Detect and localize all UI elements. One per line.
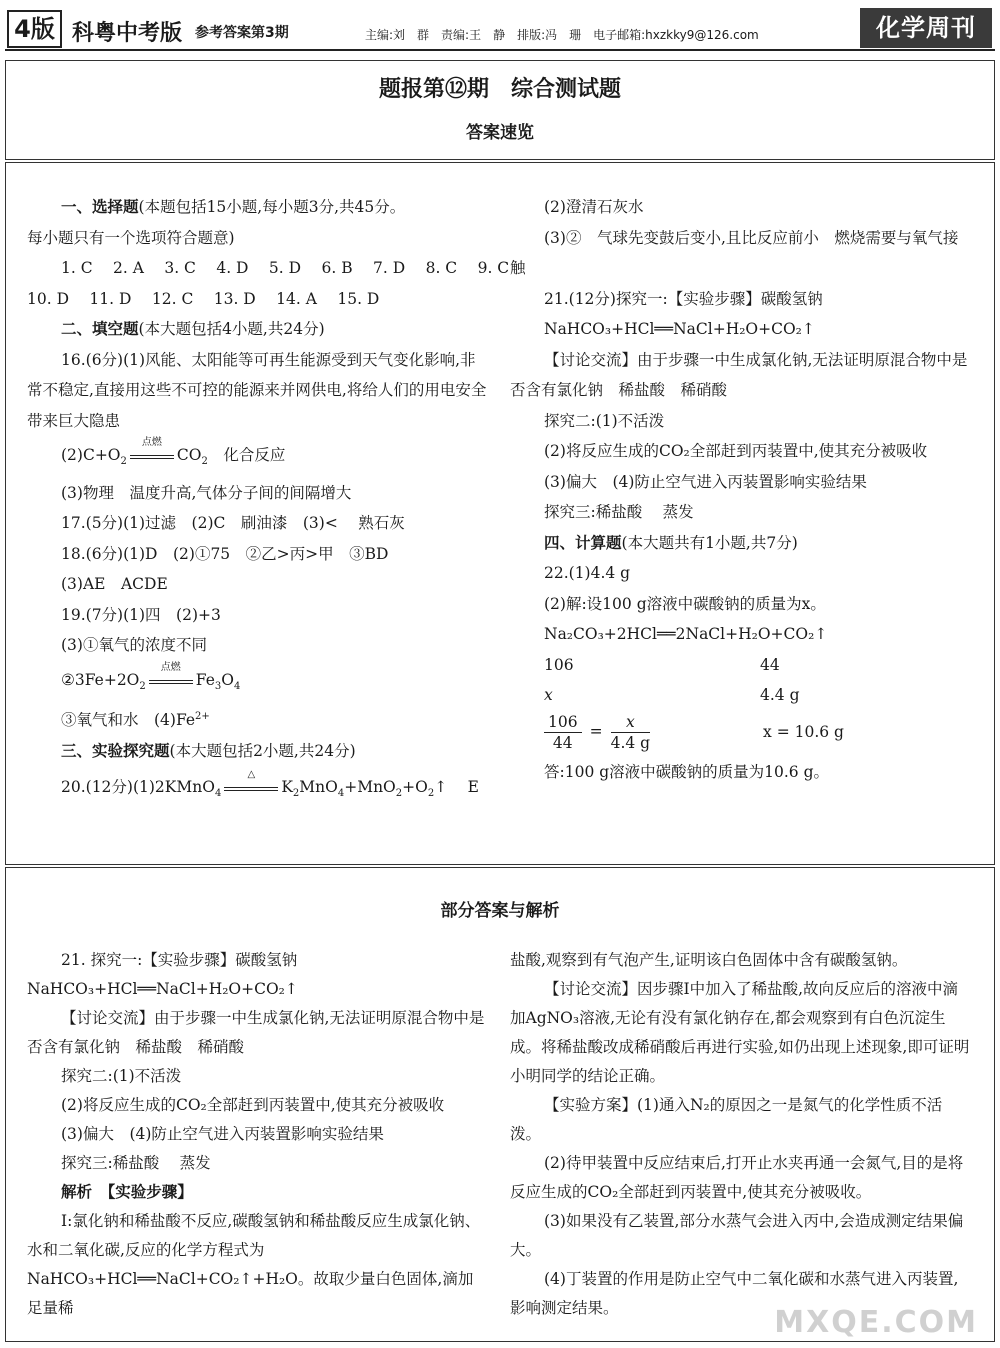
calc-row	[510, 650, 970, 680]
answer-22-equation: Na₂CO₃+2HCl══2NaCl+H₂O+CO₂↑	[544, 625, 828, 643]
calc-value: 44	[760, 655, 780, 674]
page-subtitle: 答案速览	[466, 123, 534, 143]
answer-21-e2-2: (2)将反应生成的CO₂全部赶到丙装置中,使其充分被吸收	[544, 442, 928, 460]
answer-19: 19.(7分)(1)四 (2)+3	[61, 605, 221, 624]
watermark: MXQE.COM	[774, 1305, 978, 1340]
edition-badge: 4版	[7, 10, 62, 48]
answer-16-2: $(2)C+O_2$ 点燃 $CO_2$ 化合反应	[61, 437, 286, 468]
analysis-right-column	[510, 946, 970, 1323]
answer-22-conclusion: 答:100 g溶液中碳酸钠的质量为10.6 g。	[544, 762, 830, 781]
answer-22-2: (2)解:设100 g溶液中碳酸钠的质量为x。	[544, 594, 826, 613]
page-header	[0, 0, 1000, 50]
answer-21-e3: 探究三:稀盐酸 蒸发	[544, 503, 694, 521]
answer-17: 17.(5分)(1)过滤 (2)C 刷油漆 (3)< 熟石灰	[61, 514, 405, 533]
answer-20-2: (2)澄清石灰水	[544, 198, 644, 216]
analysis-heading: 解析 【实验步骤】	[61, 1183, 193, 1201]
answer-21-discussion: 【讨论交流】由于步骤一中生成氯化钠,无法证明原混合物中是否含有氯化钠 稀盐酸 稀硝酸	[510, 350, 968, 399]
answer-18: 18.(6分)(1)D (2)①75 ②乙>丙>甲 ③BD	[61, 544, 389, 563]
section-heading: 二、填空题(本大题包括4小题,共24分)	[61, 320, 325, 338]
analysis-paragraph: (3)如果没有乙装置,部分水蒸气会进入丙中,会造成测定结果偏大。	[510, 1212, 964, 1259]
analysis-paragraph: Ⅰ:氯化钠和稀盐酸不反应,碳酸氢钠和稀盐酸反应生成氯化钠、水和二氧化碳,反应的化学方程式为NaHCO₃+HCl══NaCl+CO₂↑+H₂O。故取少量白色固体,滴加足量稀	[27, 1212, 481, 1317]
issue-label: 参考答案第3期	[195, 25, 289, 41]
analysis-equation: NaHCO₃+HCl══NaCl+H₂O+CO₂↑	[27, 980, 298, 998]
section-heading: 三、实验探究题(本大题包括2小题,共24分)	[61, 741, 356, 760]
credits: 主编:刘 群 责编:王 静 排版:冯 珊 电子邮箱:hxzkky9@126.com	[365, 28, 759, 42]
calc-row	[510, 680, 970, 710]
analysis-paragraph: 【实验方案】(1)通入N₂的原因之一是氮气的化学性质不活泼。	[510, 1096, 943, 1143]
analysis-discussion: 【讨论交流】由于步骤一中生成氯化钠,无法证明原混合物中是否含有氯化钠 稀盐酸 稀硝酸	[27, 1009, 485, 1056]
answer-16: 16.(6分)(1)风能、太阳能等可再生能源受到天气变化影响,非常不稳定,直接用这些不可控的能源来并网供电,将给人们的用电安全带来巨大隐患	[27, 350, 487, 430]
answer-19-4: ③氧气和水 $(4)Fe^{2+}$	[61, 711, 210, 730]
analysis-left-column	[27, 946, 485, 1323]
calc-value: 106	[544, 655, 574, 674]
answers-right-column	[510, 192, 970, 787]
answer-16-3: (3)物理 温度升高,气体分子间的间隔增大	[61, 483, 352, 502]
mc-answers: 1. C 2. A 3. C 4. D 5. D 6. B 7. D 8. C 9. C	[61, 259, 510, 277]
answers-left-column	[27, 192, 510, 810]
analysis-paragraph: (2)待甲装置中反应结束后,打开止水夹再通一会氮气,目的是将反应生成的CO₂全部赶到丙装置中,使其充分被吸收。	[510, 1154, 964, 1201]
section-note: 每小题只有一个选项符合题意)	[27, 228, 235, 247]
analysis-paragraph: 盐酸,观察到有气泡产生,证明该白色固体中含有碳酸氢钠。	[510, 951, 908, 969]
answer-20: 20.(12分)(1)2KMnO$_4$ △ $K_2MnO_4+MnO_2+O_2↑$ E	[61, 769, 479, 800]
answer-21-equation: NaHCO₃+HCl══NaCl+H₂O+CO₂↑	[544, 320, 815, 338]
mc-answers: 10. D 11. D 12. C 13. D 14. A 15. D	[27, 289, 380, 308]
answer-21-e2: 探究二:(1)不活泼	[544, 411, 665, 430]
answer-18-3: (3)AE ACDE	[61, 575, 168, 594]
header-rule	[5, 49, 995, 51]
analysis-line: 探究三:稀盐酸 蒸发	[61, 1154, 211, 1172]
answer-22-1: 22.(1)4.4 g	[544, 564, 631, 582]
calc-value: x	[544, 685, 553, 704]
answer-20-3: (3)② 气球先变鼓后变小,且比反应前小 燃烧需要与氧气接触	[510, 228, 959, 277]
masthead: 化学周刊	[860, 8, 992, 48]
section-title: 部分答案与解析	[440, 901, 560, 921]
answer-21-e2-3: (3)偏大 (4)防止空气进入丙装置影响实验结果	[544, 472, 867, 491]
paper-name: 科粤中考版	[72, 21, 183, 46]
answer-21: 21.(12分)探究一:【实验步骤】碳酸氢钠	[544, 289, 823, 308]
answer-19-3: (3)①氧气的浓度不同	[61, 636, 207, 655]
analysis-line: (3)偏大 (4)防止空气进入丙装置影响实验结果	[61, 1125, 384, 1143]
analysis-paragraph: 【讨论交流】因步骤Ⅰ中加入了稀盐酸,故向反应后的溶液中滴加AgNO₃溶液,无论有没有氯化钠存在,都会观察到有白色沉淀生成。将稀盐酸改成稀硝酸后再进行实验,如仍出现上述现象,即可证明小明同学的结论正确。	[510, 980, 970, 1085]
calc-value: 4.4 g	[760, 685, 800, 704]
answer-19-eq: $②3Fe+2O_2$ 点燃 $Fe_3O_4$	[61, 661, 241, 692]
analysis-line: (2)将反应生成的CO₂全部赶到丙装置中,使其充分被吸收	[61, 1096, 445, 1114]
analysis-line: 探究二:(1)不活泼	[61, 1067, 182, 1085]
calc-proportion: $\frac{106}{44}$ = $\frac{x}{4.4 g}$ x = 10.6 g	[510, 712, 970, 753]
analysis-paragraph: (4)丁装置的作用是防止空气中二氧化碳和水蒸气进入丙装置,影响测定结果。	[510, 1270, 959, 1317]
section-heading: 四、计算题(本大题共有1小题,共7分)	[544, 533, 798, 552]
section-heading: 一、选择题(本题包括15小题,每小题3分,共45分。	[61, 198, 406, 216]
page-title: 题报第⑫期 综合测试题	[378, 77, 621, 102]
analysis-line: 21. 探究一:【实验步骤】碳酸氢钠	[61, 951, 298, 969]
calc-result: x = 10.6 g	[763, 723, 844, 741]
